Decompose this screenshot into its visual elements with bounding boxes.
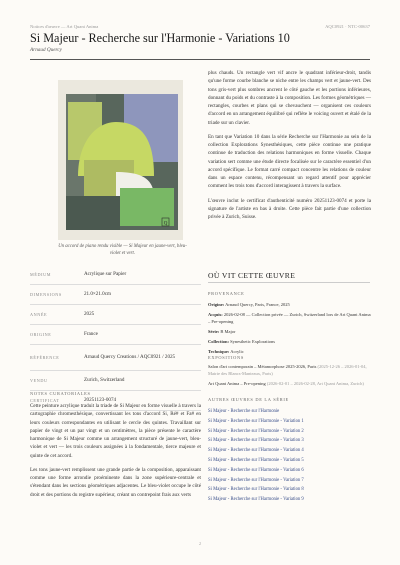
other-work-link[interactable]: Si Majeur - Recherche sur l'Harmonie - Variation 3 — [208, 438, 304, 444]
artwork-image — [58, 80, 183, 240]
exhibition-detail: (2025-12-26 – 2026-01-04, Mairie des Blancs-Manteaux, Paris) — [208, 364, 367, 376]
meta-key: DIMENSIONS — [30, 285, 84, 305]
meta-key: RÉFÉRENCE — [30, 345, 84, 371]
exhibition-item — [208, 381, 371, 388]
curatorial-notes-right — [208, 69, 371, 227]
provenance-key: Série: — [208, 328, 220, 334]
provenance-value: 2026-02-08 — Collection privée — Zurich, Switzerland lors de Art Quant Anima – Pre-opening — [208, 311, 371, 324]
other-work-link[interactable]: Si Majeur - Recherche sur l'Harmonie - Variation 9 — [208, 497, 304, 503]
exhibition-detail: (2026-02-01 – 2026-02-28, Art Quant Anima, Zurich) — [266, 380, 364, 386]
meta-key: MÉDIUM — [30, 265, 84, 285]
meta-value: Acrylique sur Papier — [84, 265, 201, 285]
other-works-label: AUTRES ŒUVRES DE LA SÉRIE — [208, 397, 289, 402]
metadata-table — [30, 265, 201, 411]
page-title: Si Majeur - Recherche sur l'Harmonie - Variations 10 — [30, 31, 290, 45]
provenance-value: Acrylic — [230, 348, 244, 354]
provenance-key: Collection: — [208, 338, 229, 344]
notes-label: NOTES CURATORIALES — [30, 391, 91, 396]
other-works-list — [208, 407, 371, 505]
notes-paragraph: L'œuvre inclut le certificat d'authenticité numéro 20251123-0074 et porte la signature de l'artiste en bas à droite. Cette pièce fait partie d'une collection privée à Zurich, Suisse. — [208, 197, 371, 220]
meta-key: VENDU — [30, 371, 84, 391]
meta-key: ORIGINE — [30, 325, 84, 345]
artist-name: Arnaud Quercy — [30, 47, 62, 53]
table-row — [30, 371, 201, 391]
artwork-caption: Un accord de piano rendu visible — Si Majeur en jaune-vert, bleu-violet et vert. — [58, 244, 187, 257]
curatorial-notes-left — [30, 402, 201, 505]
provenance-label: PROVENANCE — [208, 291, 245, 296]
title-divider — [30, 59, 370, 60]
exhibition-item — [208, 364, 371, 378]
provenance-item — [208, 302, 371, 309]
exhibition-name: Art Quant Anima – Pre-opening — [208, 380, 266, 386]
provenance-item — [208, 329, 371, 336]
provenance-item — [208, 339, 371, 346]
table-row — [30, 265, 201, 285]
other-work-link[interactable]: Si Majeur - Recherche sur l'Harmonie - Variation 7 — [208, 477, 304, 483]
exhibitions-label: EXPOSITIONS — [208, 355, 244, 360]
meta-value: 20251123-0074 — [84, 391, 201, 411]
provenance-value: Synesthetic Explorations — [230, 338, 275, 344]
other-work-link[interactable]: Si Majeur - Recherche sur l'Harmonie - Variation 1 — [208, 418, 304, 424]
provenance-key: Origine: — [208, 302, 225, 307]
table-row — [30, 325, 201, 345]
meta-key: CERTIFICAT — [30, 391, 84, 411]
page-number: 2 — [198, 541, 202, 546]
table-row — [30, 345, 201, 371]
provenance-item — [208, 312, 371, 326]
artist-signature: Q — [163, 221, 168, 227]
table-row — [30, 285, 201, 305]
other-work-link[interactable]: Si Majeur - Recherche sur l'Harmonie - Variation 2 — [208, 428, 304, 434]
meta-value: 2025 — [84, 305, 201, 325]
where-heading: OÙ VIT CETTE ŒUVRE — [208, 271, 296, 280]
exhibitions-list — [208, 364, 371, 391]
exhibition-name: Salon d'art contemporain – Métamorphose 2025-2026, Paris — [208, 364, 317, 369]
table-row — [30, 305, 201, 325]
notes-paragraph: Cette peinture acrylique traduit la triade de Si Majeur en forme visuelle à travers la cartographie chromesthésique, convertissant les tons d'accord Si, Ré# et Fa# en leurs couleurs correspondantes en utilisant le cercle des quintes. Travaillant sur papier de vingt et un par vingt et un centimètres, la pièce présente le caractère harmonique de Si Majeur comme un arrangement structuré de jaune-vert, bleu-violet et vert — les trois couleurs assignées à la fondamentale, tierce majeure et quinte de cet accord. — [30, 403, 201, 459]
meta-value: Zurich, Switzerland — [84, 371, 201, 391]
meta-value: 21.0×21.0cm — [84, 285, 201, 305]
other-work-link[interactable]: Si Majeur - Recherche sur l'Harmonie - Variation 4 — [208, 448, 304, 454]
provenance-value: Arnaud Quercy, Paris, France, 2025 — [225, 302, 290, 307]
notes-paragraph: En tant que Variation 10 dans la série Recherche sur l'Harmonie au sein de la collection Explorations Synesthésiques, cette pièce continue une pratique continue de traduction des relations harmoniques en forme visuelle. Chaque variation sert comme une étude directe focalisée sur le caractère essentiel d'un accord spécifique. Le format carré compact concentre les relations de couleur dans un espace contenu, récompensant un regard attentif pour apprécier comment les trois tons d'accord interagissent à travers la surface. — [208, 133, 371, 190]
meta-value: Arnaud Quercy Creations / AQC0921 / 2025 — [84, 345, 201, 371]
provenance-list — [208, 302, 371, 359]
other-work-link[interactable]: Si Majeur - Recherche sur l'Harmonie - Variation 8 — [208, 487, 304, 493]
meta-key: ANNÉE — [30, 305, 84, 325]
artwork-painting — [58, 80, 183, 240]
provenance-key: Acquis: — [208, 311, 223, 317]
where-divider — [208, 282, 370, 283]
meta-value: France — [84, 325, 201, 345]
notes-paragraph: plus chauds. Un rectangle vert vif ancre le quadrant inférieur-droit, tandis qu'une forme courbe blanche se niche entre les champs vert et jaune-vert. Des tons gris-vert plus sombres ancrent le côté gauche et les portions inférieures, donnant du poids et du contraste à la composition. Les formes géométriques — rectangles, courbes et plans qui se chevauchent — organisent ces couleurs d'accord en un arrangement équilibré qui reflète le voicing ouvert et étalé de la triade sur un clavier. — [208, 70, 371, 126]
provenance-key: Technique: — [208, 348, 230, 354]
provenance-value: B Major — [220, 328, 236, 334]
other-work-link[interactable]: Si Majeur - Recherche sur l'Harmonie — [208, 409, 280, 414]
other-work-link[interactable]: Si Majeur - Recherche sur l'Harmonie - Variation 5 — [208, 457, 304, 463]
catalog-code: AQC0921 · NTC-00637 — [325, 24, 370, 29]
other-work-link[interactable]: Si Majeur - Recherche sur l'Harmonie - Variation 6 — [208, 467, 304, 473]
series-line: Notices d'œuvre — Art Quant Anima — [30, 24, 99, 29]
notes-paragraph: Les tons jaune-vert remplissent une grande partie de la composition, apparaissant comme une forme arrondie proéminente dans la zone supérieure-centrale et s'étendant dans les sections géométriques adjacentes. Le bleu-violet occupe le côté droit et des portions du registre supérieur, créant un contrepoint frais aux verts — [30, 466, 201, 498]
